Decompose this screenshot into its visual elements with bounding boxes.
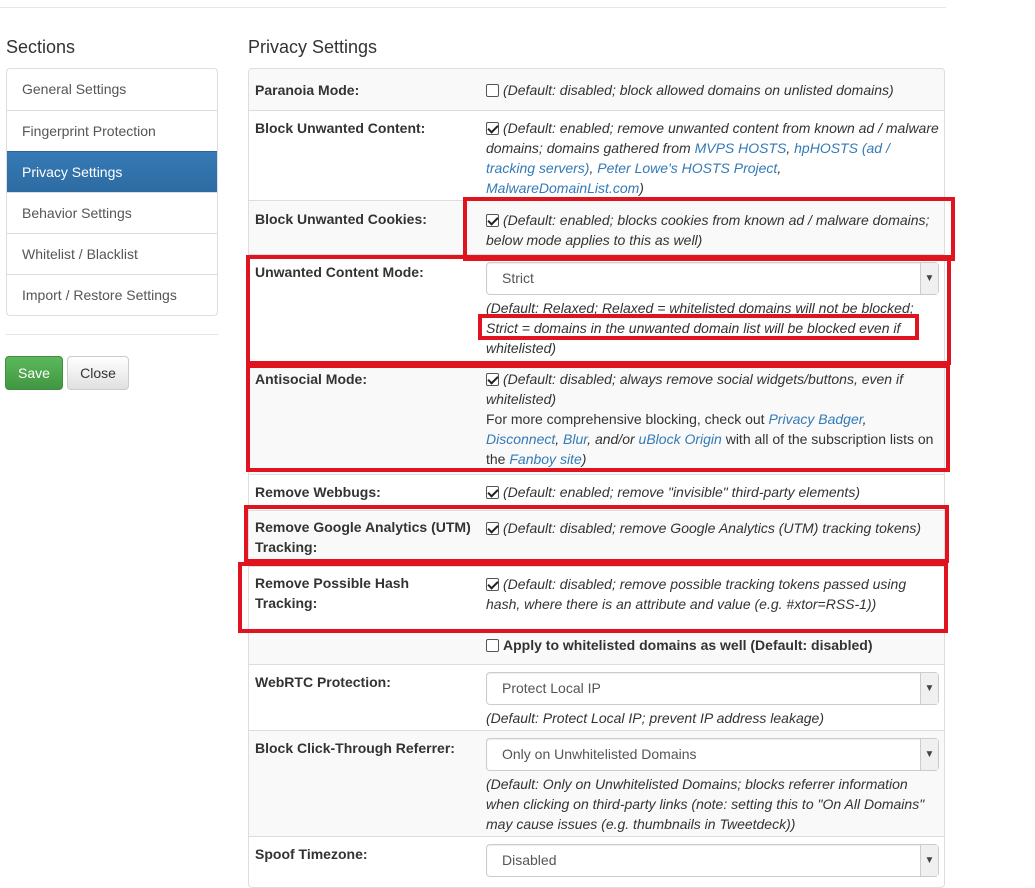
- row-value: [486, 844, 941, 877]
- block-cookies-desc: (Default: enabled; blocks cookies from known ad / malware domains; below mode applies to this as well): [486, 212, 930, 248]
- annotation-box: [478, 314, 919, 340]
- separator: ,: [555, 431, 564, 447]
- row-paranoia-mode: [249, 69, 944, 110]
- mvps-hosts-link[interactable]: MVPS HOSTS: [694, 140, 787, 156]
- nav-item-fingerprint-protection[interactable]: Fingerprint Protection: [7, 110, 217, 151]
- separator: ): [639, 180, 644, 196]
- peter-lowe-link[interactable]: Peter Lowe's HOSTS Project: [597, 160, 778, 176]
- webbugs-checkbox[interactable]: [486, 486, 499, 499]
- row-label: Block Unwanted Cookies:: [255, 211, 427, 227]
- disconnect-link[interactable]: Disconnect: [486, 431, 556, 447]
- row-block-unwanted-content: [249, 110, 944, 200]
- privacy-badger-link[interactable]: Privacy Badger: [768, 411, 863, 427]
- row-label: Spoof Timezone:: [255, 846, 368, 862]
- timezone-select[interactable]: [486, 844, 939, 877]
- annotation-box: [246, 364, 950, 472]
- chevron-down-icon: ▼: [920, 739, 938, 770]
- row-label: Paranoia Mode:: [255, 82, 360, 98]
- apply-whitelisted-label: Apply to whitelisted domains as well (Default: disabled): [503, 637, 873, 653]
- hash-desc: (Default: disabled; remove possible tracking tokens passed using hash, where there is an attribute and value (e.g. #xtor=RSS-1)): [486, 576, 907, 612]
- annotation-box: [244, 505, 949, 563]
- row-label: Remove Google Analytics (UTM) Tracking:: [255, 519, 471, 555]
- malwaredomainlist-link[interactable]: MalwareDomainList.com: [486, 180, 640, 196]
- chevron-down-icon: ▼: [920, 673, 938, 704]
- row-click-through-referrer: [249, 730, 944, 836]
- row-apply-whitelisted: [249, 628, 944, 664]
- separator: ,: [862, 411, 867, 427]
- chevron-down-icon: ▼: [920, 263, 938, 294]
- row-label: Block Unwanted Content:: [255, 120, 426, 136]
- select-value: Strict: [502, 270, 534, 286]
- paranoia-checkbox[interactable]: [486, 84, 499, 97]
- settings-table: [248, 68, 945, 888]
- blur-link[interactable]: Blur: [563, 431, 588, 447]
- paranoia-desc: (Default: disabled; block allowed domains on unlisted domains): [503, 82, 894, 98]
- row-label: Remove Webbugs:: [255, 484, 381, 500]
- select-value: Protect Local IP: [502, 680, 601, 696]
- row-webrtc-protection: [249, 664, 944, 730]
- block-content-checkbox[interactable]: [486, 122, 499, 135]
- save-button[interactable]: Save: [5, 356, 63, 390]
- chevron-down-icon: ▼: [920, 845, 938, 876]
- nav-item-behavior-settings[interactable]: Behavior Settings: [7, 192, 217, 233]
- nav-item-privacy-settings[interactable]: Privacy Settings: [7, 151, 217, 192]
- row-value: [486, 80, 941, 100]
- row-value: [486, 118, 941, 198]
- nav-item-whitelist-blacklist[interactable]: Whitelist / Blacklist: [7, 233, 217, 274]
- separator: ,: [777, 160, 782, 176]
- hphosts-link[interactable]: hpHOSTS (ad / tracking servers): [486, 140, 890, 176]
- close-button[interactable]: Close: [67, 356, 129, 390]
- antisocial-more: with all of the subscription lists on the: [486, 431, 934, 467]
- ga-desc: (Default: disabled; remove Google Analytics (UTM) tracking tokens): [503, 520, 922, 536]
- separator: ,: [589, 160, 598, 176]
- row-spoof-timezone: [249, 836, 944, 888]
- row-value: [486, 482, 941, 502]
- sidebar-divider: [6, 334, 218, 335]
- apply-whitelisted-checkbox[interactable]: [486, 639, 499, 652]
- antisocial-desc: (Default: disabled; always remove social widgets/buttons, even if whitelisted): [486, 371, 903, 407]
- page-title: Privacy Settings: [248, 37, 378, 57]
- webrtc-hint: (Default: Protect Local IP; prevent IP address leakage): [486, 710, 824, 726]
- webbugs-desc: (Default: enabled; remove "invisible" third-party elements): [503, 484, 860, 500]
- row-value: [486, 738, 941, 834]
- referrer-select[interactable]: [486, 738, 939, 771]
- row-label: Unwanted Content Mode:: [255, 264, 424, 280]
- nav-item-import-restore[interactable]: Import / Restore Settings: [7, 274, 217, 315]
- select-value: Disabled: [502, 852, 557, 868]
- content-mode-hint: (Default: Relaxed; Relaxed = whitelisted domains will not be blocked; Strict = domains in the unwanted domain list will be blocked even if whitelisted): [486, 300, 914, 356]
- select-value: Only on Unwhitelisted Domains: [502, 746, 697, 762]
- separator: ,: [786, 140, 795, 156]
- row-label: Block Click-Through Referrer:: [255, 740, 455, 756]
- row-value: [486, 672, 941, 728]
- webrtc-select[interactable]: [486, 672, 939, 705]
- annotation-box: [238, 562, 948, 633]
- block-content-desc: (Default: enabled; remove unwanted content from known ad / malware domains; domains gathered from: [486, 120, 939, 156]
- sections-heading: Sections: [6, 37, 76, 57]
- annotation-box: [463, 197, 955, 261]
- row-label: Remove Possible Hash Tracking:: [255, 575, 410, 611]
- top-divider: [0, 7, 946, 8]
- separator: , and/or: [587, 431, 639, 447]
- antisocial-more: For more comprehensive blocking, check out: [486, 411, 769, 427]
- row-label: WebRTC Protection:: [255, 674, 391, 690]
- fanboy-site-link[interactable]: Fanboy site: [509, 451, 582, 467]
- row-value: [486, 635, 941, 655]
- ublock-origin-link[interactable]: uBlock Origin: [638, 431, 722, 447]
- annotation-box: [246, 255, 951, 365]
- sections-nav: [6, 68, 218, 316]
- separator: ): [581, 451, 587, 467]
- referrer-hint: (Default: Only on Unwhitelisted Domains; blocks referrer information when clicking on third-party links (note: setting this to "On All Domains" may cause issues (e.g. thumbnails in Tweetdeck)): [486, 776, 925, 832]
- row-label: Antisocial Mode:: [255, 371, 368, 387]
- nav-item-general-settings[interactable]: General Settings: [22, 81, 127, 97]
